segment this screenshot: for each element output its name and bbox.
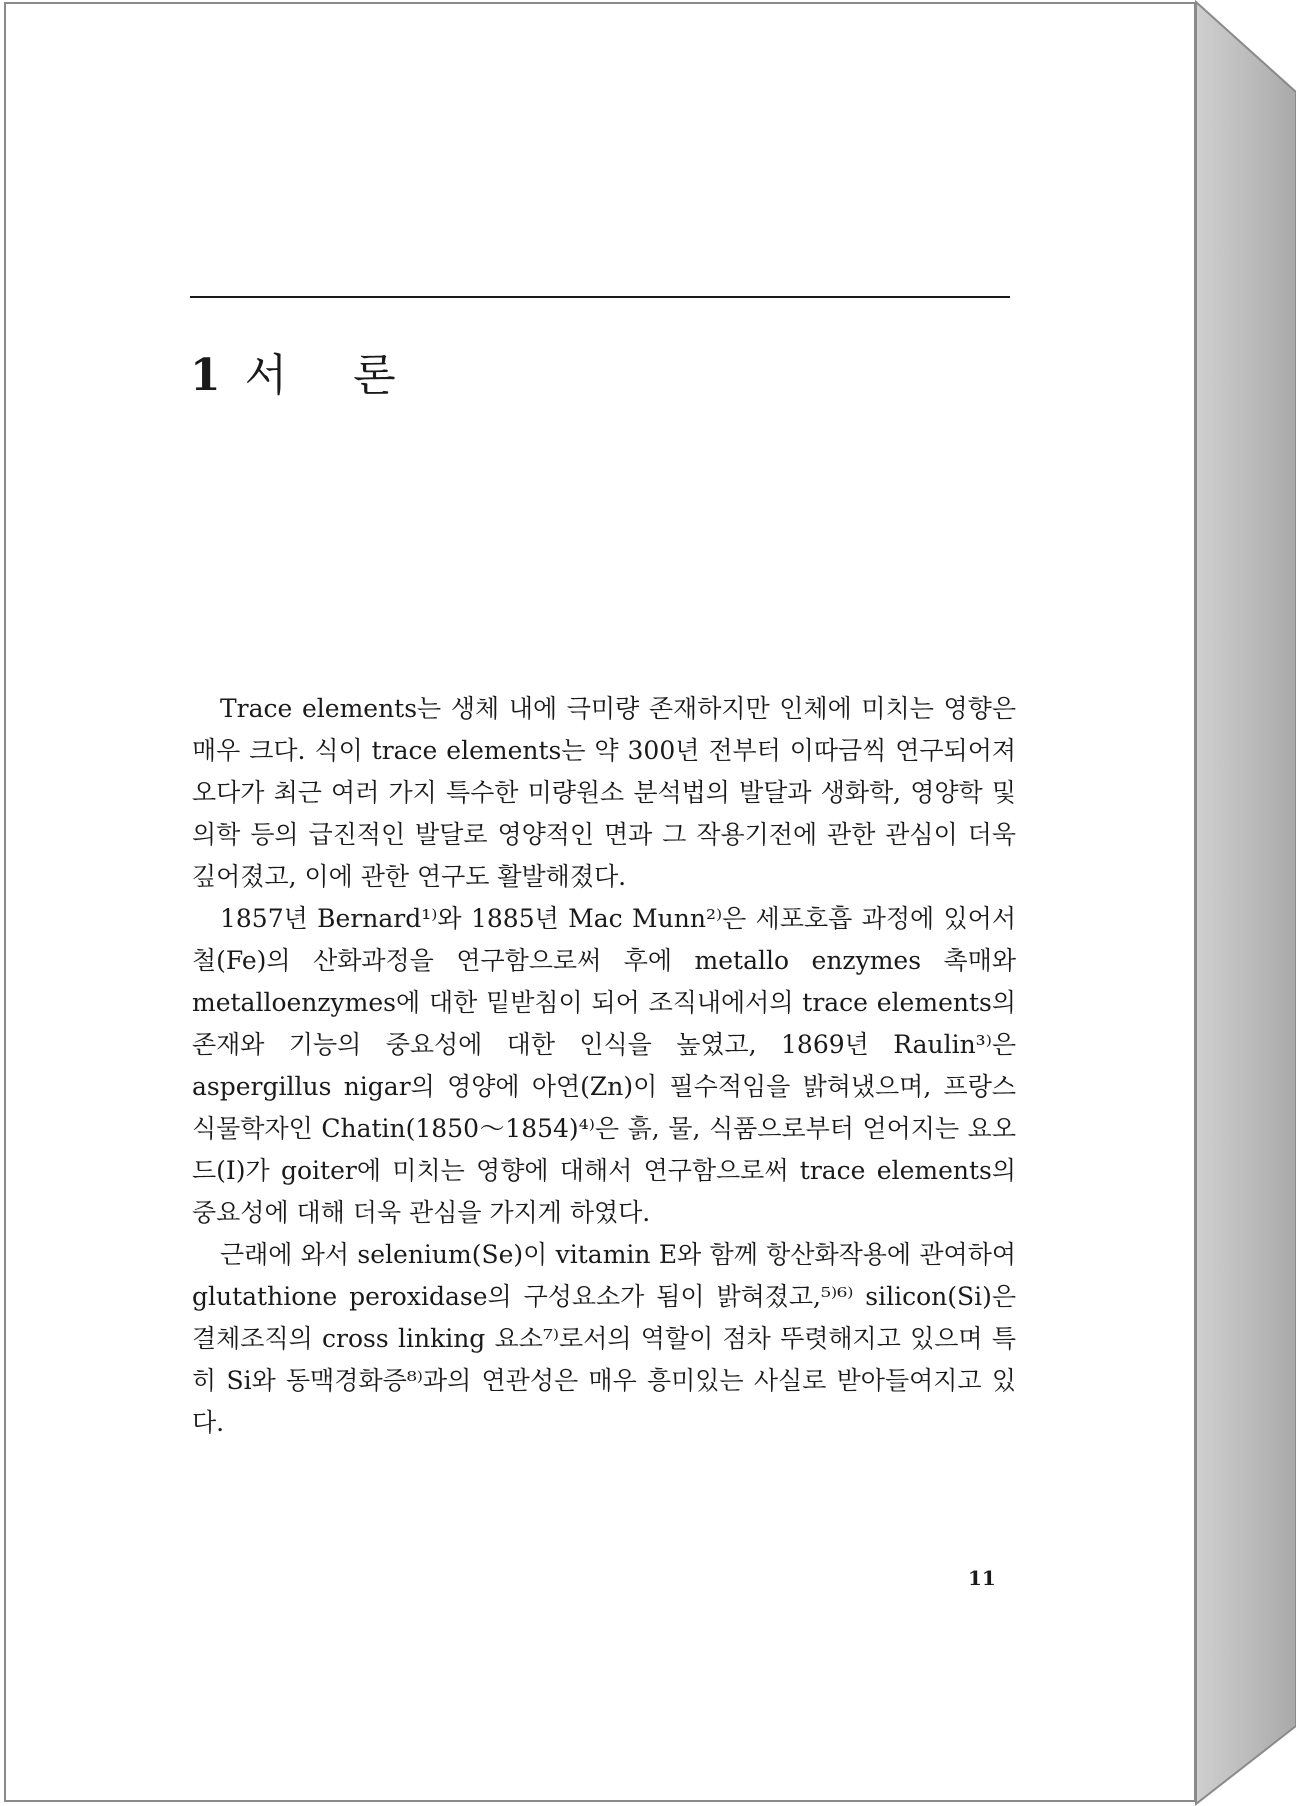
page-number: 11 bbox=[968, 1566, 996, 1590]
chapter-title: 서 론 bbox=[244, 350, 422, 402]
paragraph-2: 1857년 Bernard¹⁾와 1885년 Mac Munn²⁾은 세포호흡 과정에 있어서 철(Fe)의 산화과정을 연구함으로써 후에 metallo enzymes 촉매와 metalloenzymes에 대한 밑받침이 되어 조직내에서의 trace elements의 존재와 기능의 중요성에 대한 인식을 높였고, 1869년 Raulin³⁾은 aspergillus nigar의 영양에 아연(Zn)이 필수적임을 밝혀냈으며, 프랑스 식물학자인 Chatin(1850～1854)⁴⁾은 흙, 물, 식품으로부터 얻어지는 요오드(I)가 goiter에 미치는 영향에 대해서 연구함으로써 trace elements의 중요성에 대해 더욱 관심을 가지게 하였다. bbox=[192, 904, 1016, 1227]
paragraph-3: 근래에 와서 selenium(Se)이 vitamin E와 함께 항산화작용에 관여하여 glutathione peroxidase의 구성요소가 됨이 밝혀졌고,⁵⁾⁶⁾ silicon(Si)은 결체조직의 cross linking 요소⁷⁾로서의 역할이 점차 뚜렷해지고 있으며 특히 Si와 동맥경화증⁸⁾과의 연관성은 매우 흥미있는 사실로 받아들여지고 있다. bbox=[192, 1240, 1016, 1437]
chapter-number: 1 bbox=[190, 350, 223, 402]
paragraph-1: Trace elements는 생체 내에 극미량 존재하지만 인체에 미치는 영향은 매우 크다. 식이 trace elements는 약 300년 전부터 이따금씩 연구되어져 오다가 최근 여러 가지 특수한 미량원소 분석법의 발달과 생화학, 영양학 및 의학 등의 급진적인 발달로 영양적인 면과 그 작용기전에 관한 관심이 더욱 깊어졌고, 이에 관한 연구도 활발해졌다. bbox=[192, 694, 1016, 891]
chapter-rule bbox=[190, 296, 1010, 298]
chapter-heading bbox=[190, 339, 422, 403]
body-text bbox=[192, 688, 1016, 1444]
